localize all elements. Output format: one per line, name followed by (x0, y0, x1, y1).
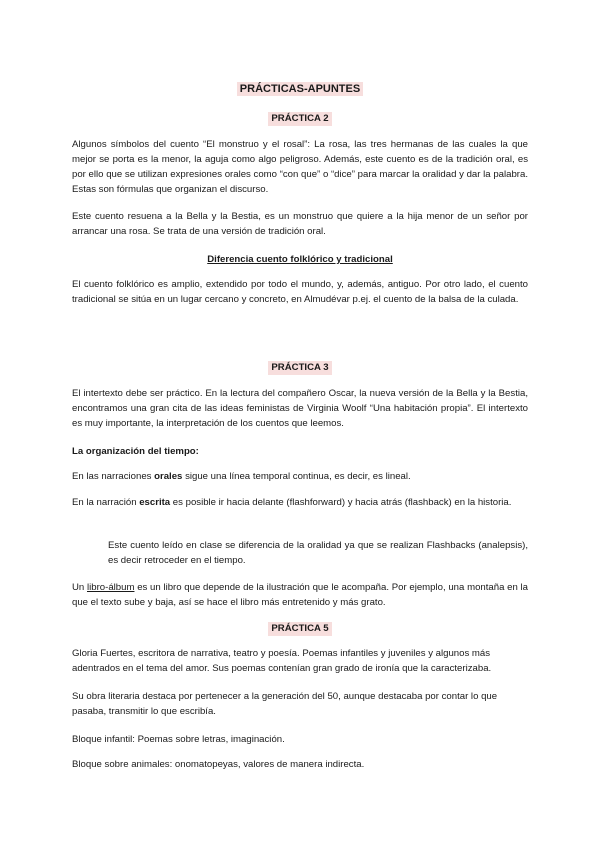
page-title: PRÁCTICAS-APUNTES (237, 82, 363, 96)
indented-paragraph: Este cuento leído en clase se diferencia de la oralidad ya que se realizan Flashbacks (analepsis), es decir retroceder en el tiempo. (108, 540, 528, 566)
practica5-paragraph-3: Bloque infantil: Poemas sobre letras, imaginación. (72, 734, 285, 745)
oral-text-post: sigue una línea temporal continua, es decir, es lineal. (182, 471, 411, 482)
written-text-post: es posible ir hacia delante (flashforward) y hacia atrás (flashback) en la historia. (170, 497, 512, 508)
practica2-paragraph-3: El cuento folklórico es amplio, extendido por todo el mundo, y, además, antiguo. Por otro lado, el cuento tradicional se sitúa en un lugar cercano y concreto, en Almudévar p.ej. el cuento de la balsa de la culada. (72, 279, 528, 305)
practica5-paragraph-1: Gloria Fuertes, escritora de narrativa, teatro y poesía. Poemas infantiles y juveniles y algunos más adentrados en el tema del amor. Sus poemas contenían gran grado de ironía que la caracterizaba. (72, 648, 492, 674)
oral-narration-paragraph (72, 469, 528, 484)
practica5-heading: PRÁCTICA 5 (268, 622, 331, 636)
practica2-heading-row (72, 111, 528, 126)
practica2-paragraph-1: Algunos símbolos del cuento “El monstruo y el rosal”: La rosa, las tres hermanas de las cuales la que mejor se porta es la menor, la aguja como algo peligroso. Además, este cuento es de la tradición oral, es por ello que se utilizan expresiones orales como “con que” o “dice” para marcar la oralidad y dar la palabra. Estas son fórmulas que organizan el discurso. (72, 139, 528, 195)
practica3-paragraph-1: El intertexto debe ser práctico. En la lectura del compañero Oscar, la nueva versión de la Bella y la Bestia, encontramos una gran cita de las ideas feministas de Virginia Woolf “Una habitación propia”. El intertexto es muy importante, la interpretación de los cuentos que leemos. (72, 388, 528, 429)
practica3-heading-row (72, 360, 528, 375)
practica2-subheading: Diferencia cuento folklórico y tradicional (207, 254, 393, 265)
album-text-post: es un libro que depende de la ilustración que le acompaña. Por ejemplo, una montaña en la que el texto sube y baja, así se hace el libro más entretenido y más grato. (72, 582, 529, 608)
time-organization-heading: La organización del tiempo: (72, 446, 199, 457)
oral-text-pre: En las narraciones (72, 471, 155, 482)
practica2-subheading-row (72, 252, 528, 267)
libro-album-term: libro-álbum (87, 582, 135, 593)
written-narration-paragraph (72, 495, 528, 510)
written-text-pre: En la narración (72, 497, 140, 508)
practica5-paragraph-2: Su obra literaria destaca por pertenecer a la generación del 50, aunque destacaba por contar lo que pasaba, transmitir lo que escribía. (72, 691, 498, 717)
album-text-pre: Un (72, 582, 87, 593)
written-text-bold: escrita (139, 497, 171, 508)
practica5-heading-row (72, 621, 528, 636)
practica2-paragraph-2: Este cuento resuena a la Bella y la Bestia, es un monstruo que quiere a la hija menor de un señor por arrancar una rosa. Se trata de una versión de tradición oral. (72, 211, 528, 237)
oral-text-bold: orales (154, 471, 183, 482)
title-row (72, 82, 528, 97)
libro-album-paragraph (72, 580, 528, 610)
practica5-paragraph-4: Bloque sobre animales: onomatopeyas, valores de manera indirecta. (72, 759, 365, 770)
practica2-heading: PRÁCTICA 2 (268, 112, 331, 126)
practica3-heading: PRÁCTICA 3 (268, 361, 331, 375)
